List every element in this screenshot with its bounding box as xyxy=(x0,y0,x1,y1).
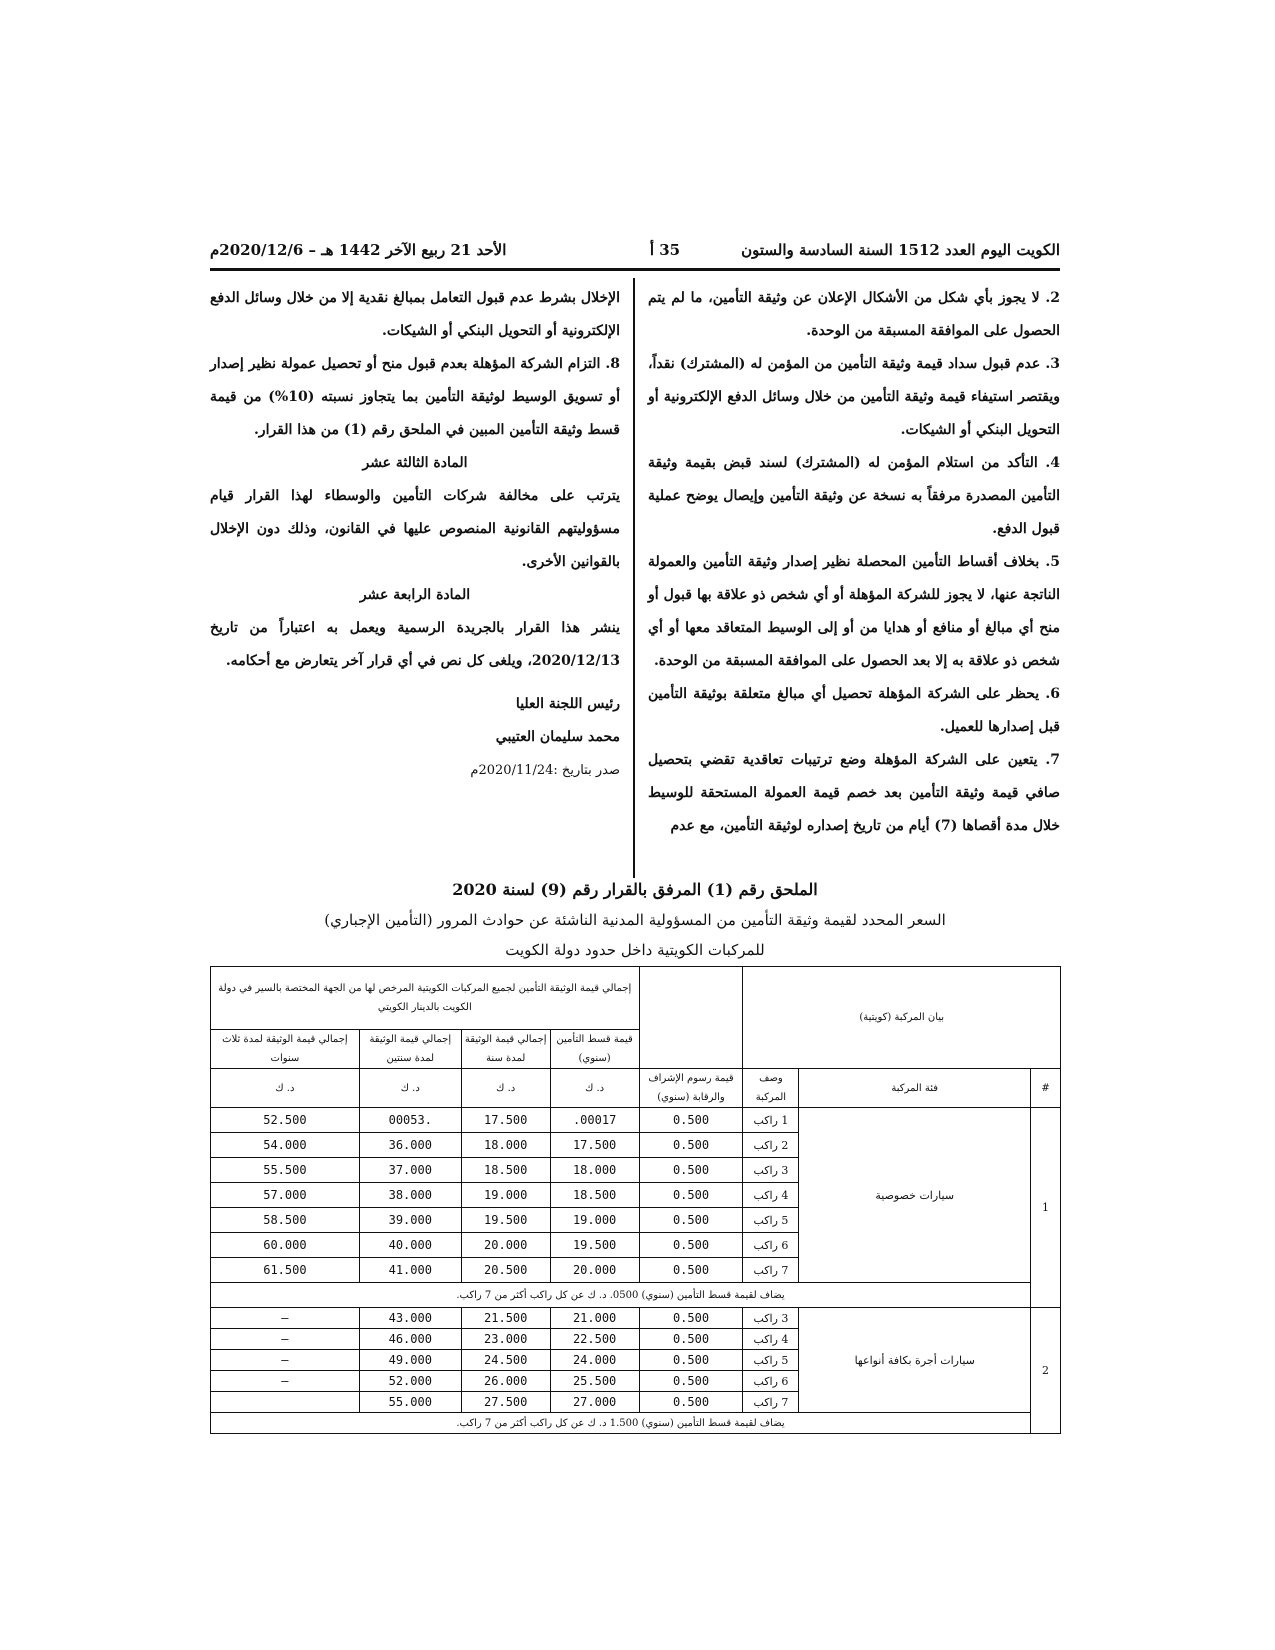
three-years-unit: د. ك xyxy=(211,1069,360,1108)
number-header: # xyxy=(1031,1069,1061,1108)
group-number: 2 xyxy=(1031,1308,1061,1434)
page-header xyxy=(210,236,1060,266)
vehicle-category: سيارات خصوصية xyxy=(799,1108,1031,1283)
clause-6: 6. يحظر على الشركة المؤهلة تحصيل أي مبالغ متعلقة بوثيقة التأمين قبل إصدارها للعميل. xyxy=(648,686,1060,735)
cell-three: – xyxy=(211,1350,360,1371)
clause-2: 2. لا يجوز بأي شكل من الأشكال الإعلان عن وثيقة التأمين، ما لم يتم الحصول على الموافقة المسبقة من الوحدة. xyxy=(648,290,1060,339)
cell-one: 20.000 xyxy=(461,1233,550,1258)
cell-premium: 18.500 xyxy=(550,1183,639,1208)
cell-two: 52.000 xyxy=(359,1371,461,1392)
cell-premium: 17.500 xyxy=(550,1133,639,1158)
vehicle-info-header: بيان المركبة (كويتية) xyxy=(743,967,1061,1069)
cell-premium: 27.000 xyxy=(550,1392,639,1413)
group-note: يضاف لقيمة قسط التأمين (سنوي) 1.500 د. ك عن كل راكب أكثر من 7 راكب. xyxy=(211,1413,1031,1434)
clause-5: 5. بخلاف أقساط التأمين المحصلة نظير إصدار وثيقة التأمين والعمولة الناتجة عنها، لا يجوز للشركة المؤهلة أو أي شخص ذو علاقة بها قبول أو منح أي مبالغ أو منافع أو هدايا من أو إلى الوسيط المتعاقد معها أو أي شخص ذو علاقة به إلا بعد الحصول على الموافقة المسبقة من الوحدة. xyxy=(648,554,1060,669)
cell-fees: 0.500 xyxy=(639,1133,743,1158)
cell-one: 23.000 xyxy=(461,1329,550,1350)
one-year-unit: د. ك xyxy=(461,1069,550,1108)
rates-table xyxy=(210,966,1061,1434)
note-row xyxy=(211,1283,1061,1308)
table-row xyxy=(211,1108,1061,1133)
cell-two: 40.000 xyxy=(359,1233,461,1258)
group-number: 1 xyxy=(1031,1108,1061,1308)
cell-fees: 0.500 xyxy=(639,1258,743,1283)
cell-desc: 6 راكب xyxy=(743,1233,799,1258)
clause-3: 3. عدم قبول سداد قيمة وثيقة التأمين من المؤمن له (المشترك) نقداً، ويقتصر استيفاء قيمة وثيقة التأمين من خلال وسائل الدفع الإلكترونية أو التحويل البنكي أو الشيكات. xyxy=(648,356,1060,438)
annex-title: الملحق رقم (1) المرفق بالقرار رقم (9) لسنة 2020 xyxy=(452,880,818,899)
cell-three: 60.000 xyxy=(211,1233,360,1258)
left-column xyxy=(210,282,620,787)
cell-fees: 0.500 xyxy=(639,1233,743,1258)
cell-two: .00053 xyxy=(359,1108,461,1133)
cell-fees: 0.500 xyxy=(639,1329,743,1350)
three-years-header: إجمالي قيمة الوثيقة لمدة ثلاث سنوات xyxy=(211,1030,360,1069)
gazette-issue: الكويت اليوم العدد 1512 السنة السادسة والستون xyxy=(741,241,1060,259)
two-years-header: إجمالي قيمة الوثيقة لمدة سنتين xyxy=(359,1030,461,1069)
premium-header: قيمة قسط التأمين (سنوي) xyxy=(550,1030,639,1069)
cell-three: 57.000 xyxy=(211,1183,360,1208)
cell-premium: 19.500 xyxy=(550,1233,639,1258)
cell-one: 27.500 xyxy=(461,1392,550,1413)
cell-three: – xyxy=(211,1329,360,1350)
cell-two: 38.000 xyxy=(359,1183,461,1208)
signature-title: رئيس اللجنة العليا xyxy=(515,696,620,712)
cell-fees: 0.500 xyxy=(639,1371,743,1392)
table-row xyxy=(211,1308,1061,1329)
cell-premium: 25.500 xyxy=(550,1371,639,1392)
two-years-unit: د. ك xyxy=(359,1069,461,1108)
cell-desc: 1 راكب xyxy=(743,1108,799,1133)
cell-one: 18.500 xyxy=(461,1158,550,1183)
cell-desc: 6 راكب xyxy=(743,1371,799,1392)
cell-one: 17.500 xyxy=(461,1108,550,1133)
category-header: فئة المركبة xyxy=(799,1069,1031,1108)
cell-one: 24.500 xyxy=(461,1350,550,1371)
cell-three xyxy=(211,1392,360,1413)
clause-8: 8. التزام الشركة المؤهلة بعدم قبول منح أو تحصيل عمولة نظير إصدار أو تسويق الوسيط لوثيقة التأمين بما يتجاوز نسبته (10%) من قيمة قسط وثيقة التأمين المبين في الملحق رقم (1) من هذا القرار. xyxy=(210,356,620,438)
annex-heading xyxy=(210,875,1060,965)
cell-premium: 22.500 xyxy=(550,1329,639,1350)
cell-fees: 0.500 xyxy=(639,1308,743,1329)
cell-desc: 4 راكب xyxy=(743,1183,799,1208)
header-rule xyxy=(210,268,1060,271)
right-column xyxy=(648,282,1060,843)
cell-two: 46.000 xyxy=(359,1329,461,1350)
premium-unit: د. ك xyxy=(550,1069,639,1108)
cell-one: 26.000 xyxy=(461,1371,550,1392)
annex-subtitle-2: للمركبات الكويتية داخل حدود دولة الكويت xyxy=(505,941,765,959)
cell-two: 49.000 xyxy=(359,1350,461,1371)
article-13-heading: المادة الثالثة عشر xyxy=(362,455,468,471)
cell-one: 20.500 xyxy=(461,1258,550,1283)
cell-premium: 00017. xyxy=(550,1108,639,1133)
cell-two: 41.000 xyxy=(359,1258,461,1283)
cell-fees: 0.500 xyxy=(639,1183,743,1208)
cell-fees: 0.500 xyxy=(639,1208,743,1233)
cell-desc: 2 راكب xyxy=(743,1133,799,1158)
page-number: 35 أ xyxy=(649,241,681,259)
article-14-text: ينشر هذا القرار بالجريدة الرسمية ويعمل به اعتباراً من تاريخ 2020/12/13، ويلغى كل نص في أي قرار آخر يتعارض مع أحكامه. xyxy=(210,620,620,669)
description-header: وصف المركبة xyxy=(743,1069,799,1108)
cell-premium: 19.000 xyxy=(550,1208,639,1233)
cell-three: 52.500 xyxy=(211,1108,360,1133)
cell-two: 55.000 xyxy=(359,1392,461,1413)
cell-premium: 21.000 xyxy=(550,1308,639,1329)
cell-premium: 24.000 xyxy=(550,1350,639,1371)
blank-header-cell xyxy=(639,967,743,1069)
article-14-heading: المادة الرابعة عشر xyxy=(359,587,471,603)
cell-desc: 4 راكب xyxy=(743,1329,799,1350)
cell-desc: 3 راكب xyxy=(743,1158,799,1183)
cell-fees: 0.500 xyxy=(639,1158,743,1183)
fees-header: قيمة رسوم الإشراف والرقابة (سنوي) xyxy=(639,1069,743,1108)
cell-desc: 5 راكب xyxy=(743,1350,799,1371)
group-note: يضاف لقيمة قسط التأمين (سنوي) 0500. د. ك عن كل راكب أكثر من 7 راكب. xyxy=(211,1283,1031,1308)
issue-date-line: صدر بتاريخ :2020/11/24م xyxy=(470,763,620,778)
column-divider xyxy=(633,278,635,878)
clause-7: 7. يتعين على الشركة المؤهلة وضع ترتيبات تعاقدية تقضي بتحصيل صافي قيمة وثيقة التأمين بعد خصم قيمة العمولة المستحقة للوسيط خلال مدة أقصاها (7) أيام من تاريخ إصداره لوثيقة التأمين، مع عدم xyxy=(648,752,1060,834)
cell-one: 21.500 xyxy=(461,1308,550,1329)
annex-subtitle-1: السعر المحدد لقيمة وثيقة التأمين من المسؤولية المدنية الناشئة عن حوادث المرور (التأمين الإجباري) xyxy=(324,911,946,929)
cell-one: 19.500 xyxy=(461,1208,550,1233)
article-13-text: يترتب على مخالفة شركات التأمين والوسطاء لهذا القرار قيام مسؤوليتهم القانونية المنصوص عليها في القانون، وذلك دون الإخلال بالقوانين الأخرى. xyxy=(210,488,620,570)
cell-three: – xyxy=(211,1371,360,1392)
signature-name: محمد سليمان العتيبي xyxy=(495,729,620,745)
one-year-header: إجمالي قيمة الوثيقة لمدة سنة xyxy=(461,1030,550,1069)
cell-three: 58.500 xyxy=(211,1208,360,1233)
cell-two: 43.000 xyxy=(359,1308,461,1329)
cell-desc: 3 راكب xyxy=(743,1308,799,1329)
cell-fees: 0.500 xyxy=(639,1392,743,1413)
taxi-group xyxy=(211,1308,1061,1434)
cell-fees: 0.500 xyxy=(639,1108,743,1133)
issue-date: الأحد 21 ربيع الآخر 1442 هـ – 2020/12/6م xyxy=(210,241,507,259)
cell-three: – xyxy=(211,1308,360,1329)
cell-one: 18.000 xyxy=(461,1133,550,1158)
vehicle-category: سيارات أجرة بكافة أنواعها xyxy=(799,1308,1031,1413)
cell-three: 61.500 xyxy=(211,1258,360,1283)
cell-one: 19.000 xyxy=(461,1183,550,1208)
cell-two: 36.000 xyxy=(359,1133,461,1158)
cell-fees: 0.500 xyxy=(639,1350,743,1371)
total-value-group-header: إجمالي قيمة الوثيقة التأمين لجميع المركبات الكويتية المرخص لها من الجهة المختصة بالسير في دولة الكويت بالدينار الكويتي xyxy=(211,967,640,1030)
clause-4: 4. التأكد من استلام المؤمن له (المشترك) لسند قبض بقيمة وثيقة التأمين المصدرة مرفقاً به نسخة عن وثيقة التأمين وإيصال يوضح عملية قبول الدفع. xyxy=(648,455,1060,537)
cell-two: 37.000 xyxy=(359,1158,461,1183)
cell-three: 54.000 xyxy=(211,1133,360,1158)
cell-three: 55.500 xyxy=(211,1158,360,1183)
cell-premium: 18.000 xyxy=(550,1158,639,1183)
cell-desc: 5 راكب xyxy=(743,1208,799,1233)
cell-premium: 20.000 xyxy=(550,1258,639,1283)
clause-7-continued: الإخلال بشرط عدم قبول التعامل بمبالغ نقدية إلا من خلال وسائل الدفع الإلكترونية أو التحويل البنكي أو الشيكات. xyxy=(210,290,620,339)
cell-desc: 7 راكب xyxy=(743,1258,799,1283)
cell-two: 39.000 xyxy=(359,1208,461,1233)
note-row xyxy=(211,1413,1061,1434)
private-cars-group xyxy=(211,1108,1061,1308)
cell-desc: 7 راكب xyxy=(743,1392,799,1413)
